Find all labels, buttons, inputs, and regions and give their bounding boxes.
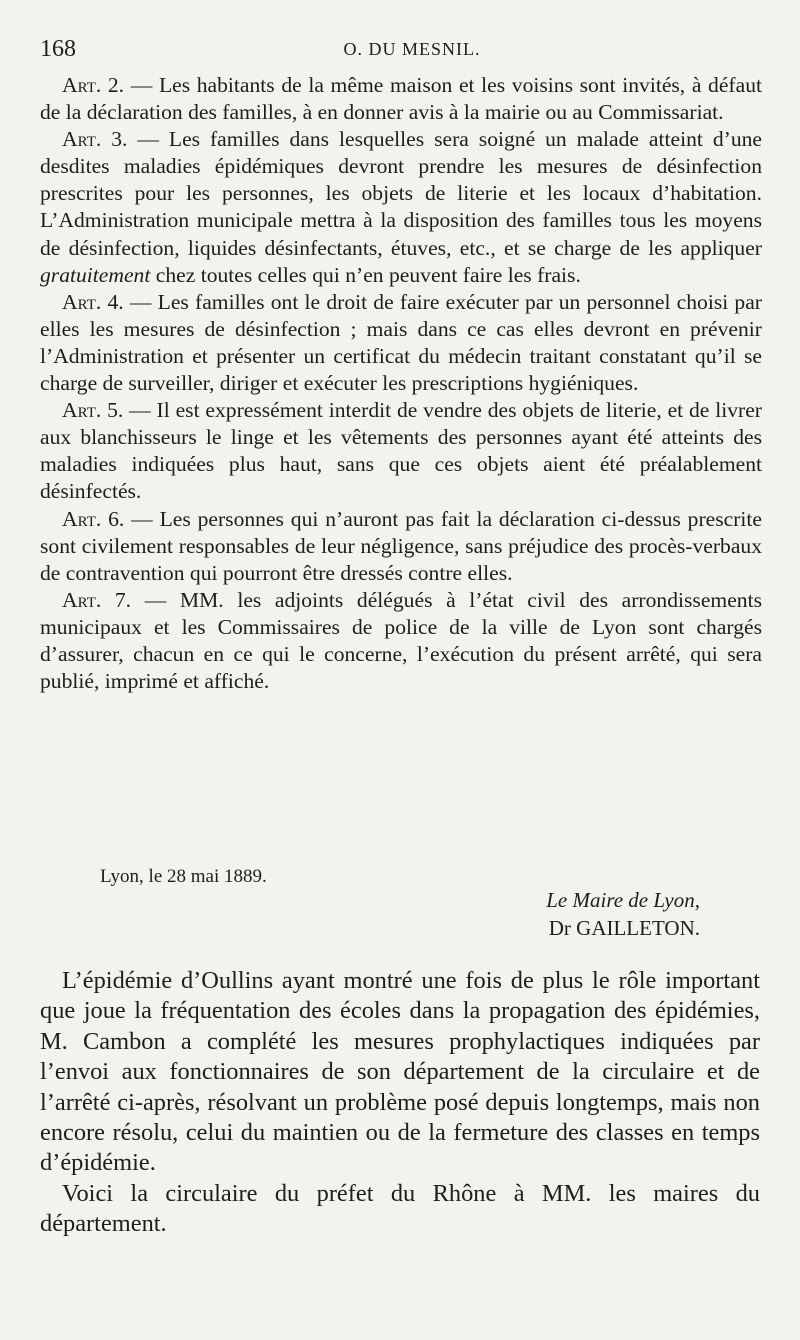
signature-block	[546, 886, 700, 942]
article-7	[40, 587, 762, 695]
article-text: — Les habitants de la même maison et les voisins sont invités, à défaut de la déclaration des familles, à en donner avis à la mairie ou au Commissariat.	[40, 73, 762, 125]
article-label: Art. 2.	[62, 73, 125, 97]
signature-name: Dr GAILLETON.	[548, 916, 700, 940]
paragraph-circulaire: Voici la circulaire du préfet du Rhône à MM. les maires du département.	[40, 1179, 760, 1238]
article-text: — Les familles dans lesquelles sera soigné un malade atteint d’une desdites maladies épidémiques devront prendre les mesures de désinfection prescrites pour les personnes, les objets de literie et les locaux d’habitation. L’Administration municipale mettra à la disposition des familles tous les moyens de désinfection, liquides désinfectants, étuves, etc., et se charge de les appliquer	[40, 127, 763, 260]
article-emphasis: gratuitement	[40, 262, 151, 287]
page-header	[40, 36, 764, 66]
article-text: — Les personnes qui n’auront pas fait la déclaration ci-dessus prescrite sont civilement responsables de leur négligence, sans préjudice des procès-verbaux de contravention qui pourront être dressés contre elles.	[40, 506, 763, 585]
commentary	[40, 966, 760, 1240]
article-label: Art. 7.	[62, 587, 132, 612]
page-number: 168	[40, 36, 76, 62]
article-label: Art. 5.	[62, 398, 124, 423]
article-text: — Il est expressément interdit de vendre des objets de literie, et de livrer aux blanchisseurs le linge et les vêtements des personnes ayant été atteints des maladies indiquées plus haut, sans que ces objets aient été préalablement désinfectés.	[40, 398, 762, 504]
article-text: — MM. les adjoints délégués à l’état civil des arrondissements municipaux et les Commissaires de police de la ville de Lyon sont chargés d’assurer, chacun en ce qui le concerne, l’exécution du présent arrêté, qui sera publié, imprimé et affiché.	[40, 587, 762, 694]
article-label: Art. 4.	[62, 289, 124, 314]
article-label: Art. 3.	[62, 127, 128, 152]
article-5	[40, 397, 762, 505]
article-4	[40, 289, 762, 397]
date-line: Lyon, le 28 mai 1889.	[100, 866, 267, 887]
signature-role: Le Maire de Lyon,	[546, 888, 700, 912]
article-6	[40, 506, 762, 587]
article-text: — Les familles ont le droit de faire exécuter par un personnel choisi par elles les mesures de désinfection ; mais dans ce cas elles devront en prévenir l’Administration et présenter un certificat du médecin traitant constatant qu’il se charge de surveiller, diriger et exécuter les prescriptions hygiéniques.	[40, 289, 762, 396]
article-3	[40, 126, 762, 289]
decree-articles	[40, 72, 762, 695]
article-label: Art. 6.	[62, 506, 125, 531]
running-head: O. DU MESNIL.	[343, 39, 481, 59]
article-text-end: chez toutes celles qui n’en peuvent faire les frais.	[150, 262, 581, 287]
article-2	[40, 72, 762, 126]
paragraph-oullins: L’épidémie d’Oullins ayant montré une fois de plus le rôle important que joue la fréquentation des écoles dans la propagation des épidémies, M. Cambon a complété les mesures prophylactiques indiquées par l’envoi aux fonctionnaires de son département de la circulaire et de l’arrêté ci-après, résolvant un problème posé depuis longtemps, mais non encore résolu, celui du maintien ou de la fermeture des classes en temps d’épidémie.	[40, 967, 760, 1177]
